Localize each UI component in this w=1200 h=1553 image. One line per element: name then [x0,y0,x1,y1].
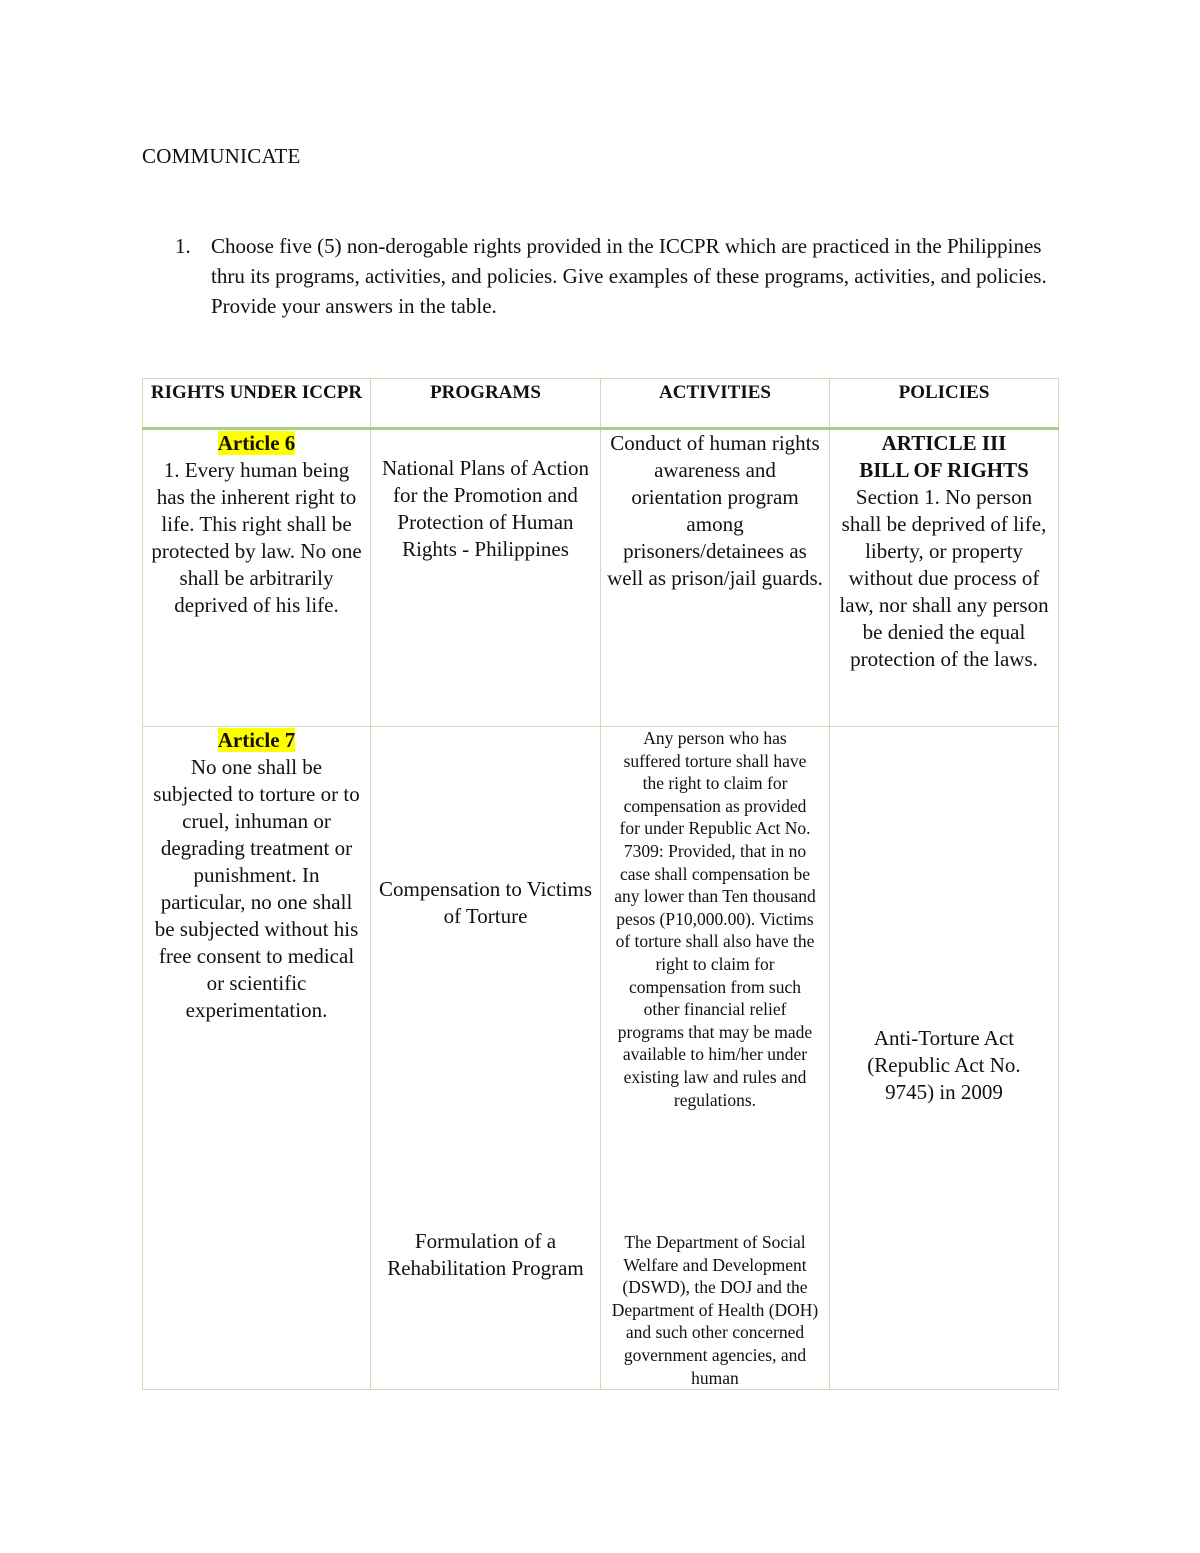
header-rights: RIGHTS UNDER ICCPR [143,379,371,429]
rights-cell [143,727,371,1390]
activity-text: Any person who has suffered torture shall have the right to claim for compensation as provided for under Republic Act No. 7309: Provided, that in no case shall compensation be any lower than Ten thousand pesos (P10,000.00). Victims of torture shall also have the right to claim for compensation from such other financial relief programs that may be made available to him/her under existing law and rules and regulations. [614,728,816,1110]
policies-cell [830,727,1059,1390]
policy-text: Section 1. No person shall be deprived of life, liberty, or property without due process of law, nor shall any person be denied the equal protection of the laws. [839,485,1049,671]
question-number: 1. [175,234,191,258]
program-text: Compensation to Victims of Torture [378,877,592,928]
header-policies: POLICIES [830,379,1059,429]
rights-cell [143,429,371,727]
policy-title: ARTICLE III [881,431,1007,455]
program-text: National Plans of Action for the Promotion and Protection of Human Rights - Philippines [381,456,590,561]
question-text: Choose five (5) non-derogable rights provided in the ICCPR which are practiced in the Philippines thru its programs, activities, and policies. Give examples of these programs, activities, and policies. Provide your answers in the table. [211,234,1047,318]
activity-text: Conduct of human rights awareness and orientation program among prisoners/detainees as well as prison/jail guards. [607,431,823,590]
header-programs: PROGRAMS [371,379,601,429]
header-activities: ACTIVITIES [601,379,830,429]
programs-cell [371,727,601,1390]
article-text: No one shall be subjected to torture or to cruel, inhuman or degrading treatment or punishment. In particular, no one shall be subjected without his free consent to medical or scientific experimentation. [153,755,360,1022]
activities-cell [601,429,830,727]
activities-cell [601,727,830,1390]
table-row [143,727,1059,1390]
article-title: Article 7 [217,728,296,752]
table-row [143,429,1059,727]
table-header-row [143,379,1059,429]
article-title: Article 6 [217,431,296,455]
article-text: 1. Every human being has the inherent right to life. This right shall be protected by law. No one shall be arbitrarily deprived of his life. [151,458,362,617]
policies-cell [830,429,1059,727]
programs-cell [371,429,601,727]
rights-table [142,378,1059,1390]
policy-text: Anti-Torture Act (Republic Act No. 9745) in 2009 [867,1026,1021,1104]
section-title: COMMUNICATE [142,144,301,168]
program-text: Formulation of a Rehabilitation Program [387,1229,584,1280]
activity-text: The Department of Social Welfare and Development (DSWD), the DOJ and the Department of Health (DOH) and such other concerned government agencies, and human [611,1232,819,1388]
policy-subtitle: BILL OF RIGHTS [859,458,1029,482]
question [175,231,1055,321]
